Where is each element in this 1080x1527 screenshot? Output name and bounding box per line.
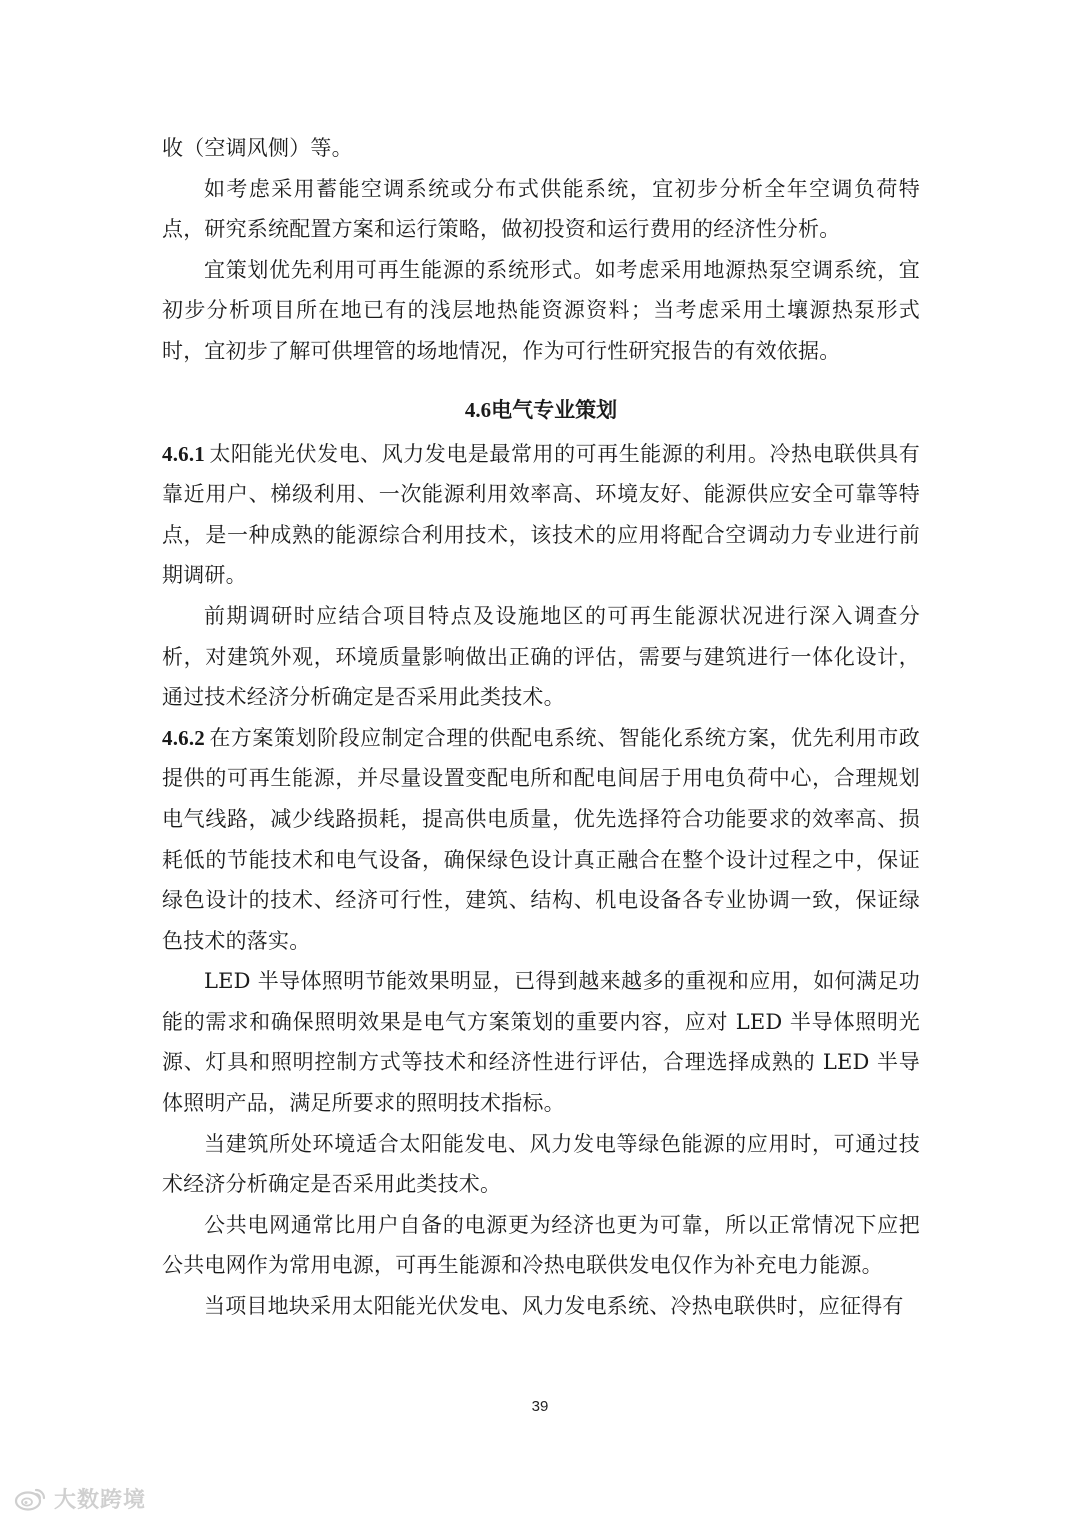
section-number: 4.6	[464, 397, 492, 422]
watermark	[14, 1481, 146, 1515]
paragraph-continuation: 收（空调风侧）等。	[162, 136, 353, 160]
clause-4-6-1	[162, 434, 920, 596]
page-body	[162, 128, 920, 1327]
clause-4-6-2	[162, 718, 920, 962]
clause-number: 4.6.1	[162, 441, 205, 466]
clause-number: 4.6.2	[162, 725, 205, 750]
paragraph-project-site: 当项目地块采用太阳能光伏发电、风力发电系统、冷热电联供时，应征得有	[204, 1294, 904, 1319]
section-heading	[162, 390, 920, 430]
watermark-text: 大数跨境	[54, 1487, 147, 1513]
clause-text: 在方案策划阶段应制定合理的供配电系统、智能化系统方案，优先利用市政提供的可再生能源，并尽量设置变配电所和配电间居于用电负荷中心，合理规划电气线路，减少线路损耗，提高供电质量，优先选择符合功能要求的效率高、损耗低的节能技术和电气设备，确保绿色设计真正融合在整个设计过程之中，保证绿色设计的技术、经济可行性，建筑、结构、机电设备各专业协调一致，保证绿色技术的落实。	[162, 725, 920, 953]
clause-text: 太阳能光伏发电、风力发电是最常用的可再生能源的利用。冷热电联供具有靠近用户、梯级利用、一次能源利用效率高、环境友好、能源供应安全可靠等特点，是一种成熟的能源综合利用技术，该技术的应用将配合空调动力专业进行前期调研。	[162, 441, 920, 588]
paragraph-energy-storage: 如考虑采用蓄能空调系统或分布式供能系统，宜初步分析全年空调负荷特点，研究系统配置方案和运行策略，做初投资和运行费用的经济性分析。	[162, 176, 920, 242]
page-number: 39	[531, 1398, 549, 1415]
paragraph-led: LED 半导体照明节能效果明显，已得到越来越多的重视和应用，如何满足功能的需求和确保照明效果是电气方案策划的重要内容，应对 LED 半导体照明光源、灯具和照明控制方式等技术和经济性进行评估，合理选择成熟的 LED 半导体照明产品，满足所要求的照明技术指标。	[162, 969, 920, 1116]
paragraph-renewable: 宜策划优先利用可再生能源的系统形式。如考虑采用地源热泵空调系统，宜初步分析项目所在地已有的浅层地热能资源资料；当考虑采用土壤源热泵形式时，宜初步了解可供埋管的场地情况，作为可行性研究报告的有效依据。	[162, 257, 920, 363]
paragraph-preliminary-research: 前期调研时应结合项目特点及设施地区的可再生能源状况进行深入调查分析，对建筑外观，环境质量影响做出正确的评估，需要与建筑进行一体化设计，通过技术经济分析确定是否采用此类技术。	[162, 603, 920, 710]
weibo-logo-icon	[14, 1484, 48, 1512]
paragraph-public-grid: 公共电网通常比用户自备的电源更为经济也更为可靠，所以正常情况下应把公共电网作为常用电源，可再生能源和冷热电联供发电仅作为补充电力能源。	[162, 1212, 920, 1278]
paragraph-green-energy: 当建筑所处环境适合太阳能发电、风力发电等绿色能源的应用时，可通过技术经济分析确定是否采用此类技术。	[162, 1131, 920, 1197]
section-title: 电气专业策划	[491, 396, 618, 422]
